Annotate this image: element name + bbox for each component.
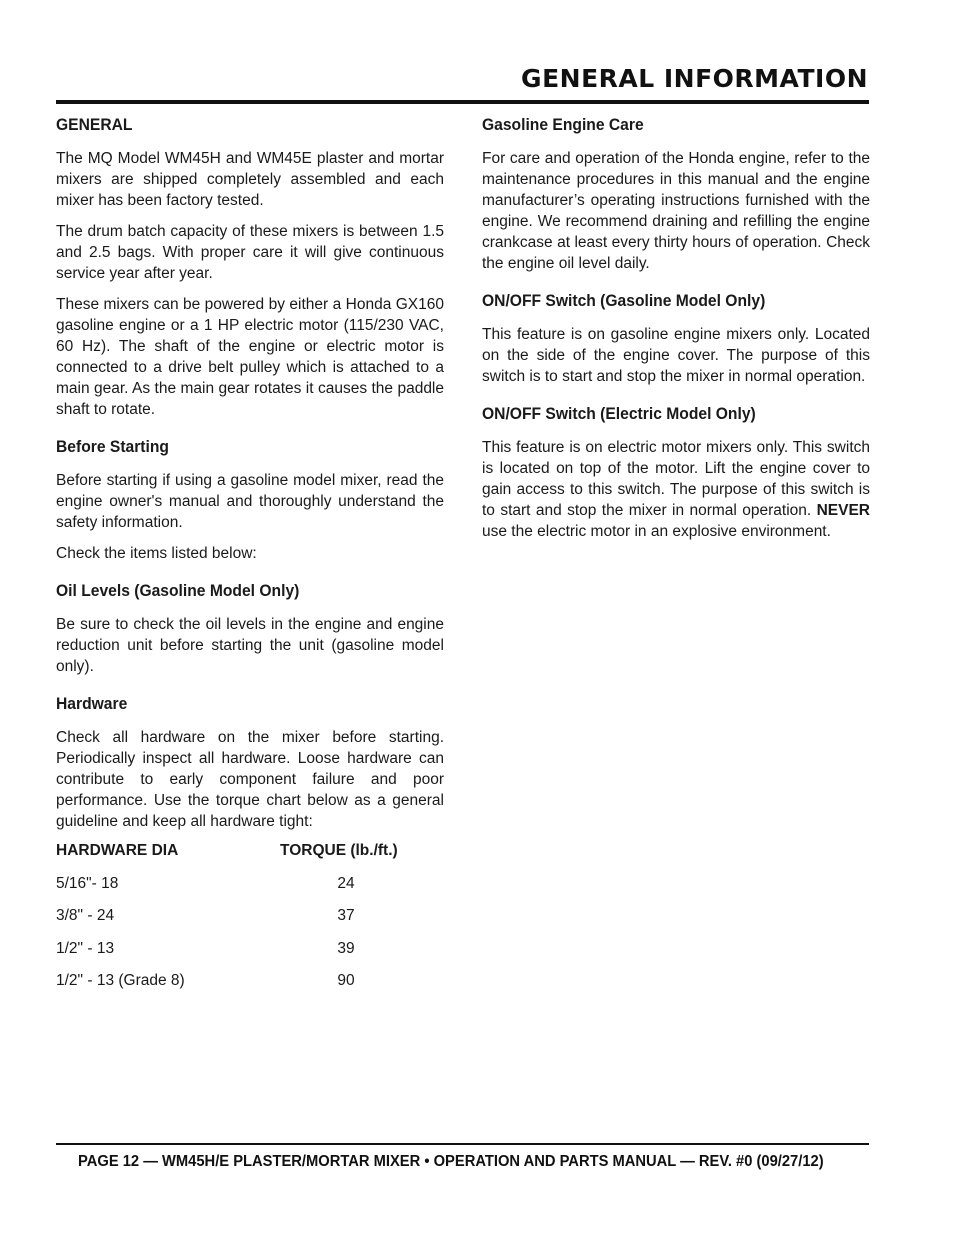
torque-cell: 24	[337, 874, 355, 892]
torque-cell: 90	[337, 972, 355, 989]
table-row	[56, 907, 444, 940]
switch-electric-heading: ON/OFF Switch (Electric Model Only)	[482, 404, 756, 423]
left-column	[56, 114, 444, 1005]
switch-gasoline-paragraph: This feature is on gasoline engine mixers only. Located on the side of the engine cover. The purpose of this switch is to start and stop the mixer in normal operation.	[482, 326, 870, 385]
page-footer: PAGE 12 — WM45H/E PLASTER/MORTAR MIXER • OPERATION AND PARTS MANUAL — REV. #0 (09/27/12)	[78, 1153, 824, 1170]
never-emphasis: NEVER	[816, 502, 870, 519]
hardware-dia-cell: 1/2" - 13	[56, 939, 115, 957]
torque-table	[56, 842, 444, 1005]
switch-electric-text-a: This feature is on electric motor mixers only. This switch is located on top of the motor. Lift the engine cover to gain access to this switch. The purpose of this switch is to start and stop the mixer in normal operation.	[482, 439, 870, 519]
general-paragraph-2: The drum batch capacity of these mixers is between 1.5 and 2.5 bags. With proper care it will give continuous service year after year.	[56, 223, 444, 282]
general-paragraph-1: The MQ Model WM45H and WM45E plaster and mortar mixers are shipped completely assembled and each mixer has been factory tested.	[56, 150, 444, 209]
engine-care-paragraph: For care and operation of the Honda engine, refer to the maintenance procedures in this manual and the engine manufacturer’s operating instructions furnished with the engine. We recommend draining and refilling the engine crankcase at least every thirty hours of operation. Check the engine oil level daily.	[482, 150, 870, 272]
before-starting-paragraph-2: Check the items listed below:	[56, 545, 257, 562]
oil-levels-paragraph: Be sure to check the oil levels in the engine and engine reduction unit before starting the unit (gasoline model only).	[56, 616, 444, 675]
switch-electric-text-b: use the electric motor in an explosive environment.	[482, 523, 831, 540]
hardware-paragraph: Check all hardware on the mixer before starting. Periodically inspect all hardware. Loose hardware can contribute to early component failure and poor performance. Use the torque chart below as a general guideline and keep all hardware tight:	[56, 729, 444, 830]
table-row	[56, 940, 444, 973]
general-heading: GENERAL	[56, 115, 133, 134]
torque-table-header	[56, 842, 444, 875]
oil-levels-heading: Oil Levels (Gasoline Model Only)	[56, 581, 300, 600]
hardware-dia-cell: 5/16"- 18	[56, 874, 119, 892]
hardware-heading: Hardware	[56, 694, 128, 713]
general-paragraph-3: These mixers can be powered by either a Honda GX160 gasoline engine or a 1 HP electric motor (115/230 VAC, 60 Hz). The shaft of the engine or electric motor is connected to a drive belt pulley which is attached to a main gear. As the main gear rotates it causes the paddle shaft to rotate.	[56, 296, 444, 418]
hardware-dia-cell: 3/8" - 24	[56, 907, 115, 924]
torque-cell: 39	[337, 939, 355, 957]
switch-electric-paragraph	[482, 437, 870, 542]
bottom-divider	[56, 1143, 869, 1145]
page-title: GENERAL INFORMATION	[521, 64, 868, 93]
table-row	[56, 972, 444, 1005]
torque-column-header: TORQUE (lb./ft.)	[280, 842, 398, 859]
table-row	[56, 875, 444, 908]
before-starting-paragraph-1: Before starting if using a gasoline model mixer, read the engine owner's manual and thoroughly understand the safety information.	[56, 472, 444, 531]
torque-cell: 37	[337, 907, 355, 924]
engine-care-heading: Gasoline Engine Care	[482, 115, 644, 134]
right-column	[482, 114, 870, 552]
top-divider	[56, 100, 869, 104]
hardware-dia-column-header: HARDWARE DIA	[56, 842, 179, 859]
switch-gasoline-heading: ON/OFF Switch (Gasoline Model Only)	[482, 291, 766, 310]
before-starting-heading: Before Starting	[56, 437, 169, 456]
hardware-dia-cell: 1/2" - 13 (Grade 8)	[56, 972, 185, 989]
